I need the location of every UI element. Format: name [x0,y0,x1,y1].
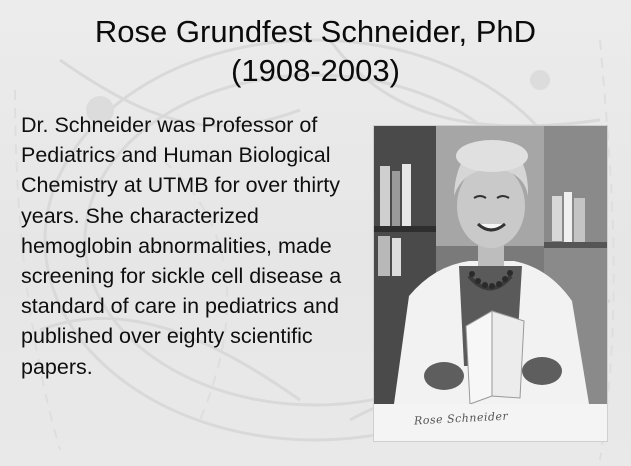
bio-paragraph: Dr. Schneider was Professor of Pediatrics and Human Biological Chemistry at UTMB for over thirty years. She characterized hemoglobin abnormalities, made screening for sickle cell disease a standard of care in pediatrics and published over eighty scientific papers. [21,113,342,379]
title-dates: (1908-2003) [231,53,400,88]
slide-title [0,12,631,90]
title-name: Rose Grundfest Schneider, PhD [94,14,537,49]
portrait-photo [373,125,608,442]
portrait-illustration [374,126,607,441]
photo-signature: Rose Schneider [413,409,509,428]
